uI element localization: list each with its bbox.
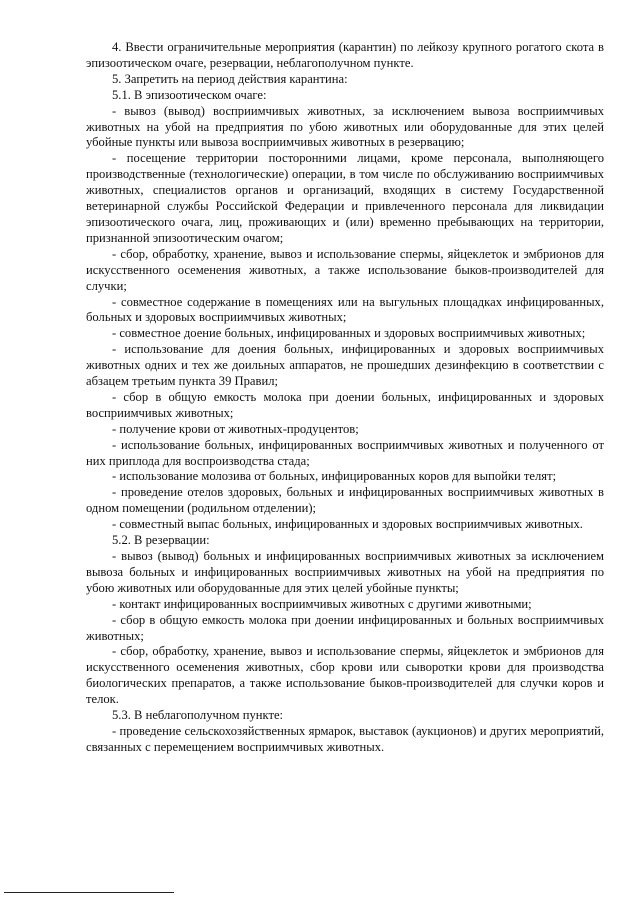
list-item: - использование для доения больных, инфицированных и здоровых восприимчивых животных одних и тех же доильных аппаратов, не прошедших дезинфекцию в соответствии с абзацем третьим пункта 39 Правил;: [86, 342, 604, 389]
list-item: - посещение территории посторонними лицами, кроме персонала, выполняющего производственные (технологические) операции, в том числе по обслуживанию восприимчивых животных, специалистов органов и организаций, входящих в систему Государственной ветеринарной службы Российской Федерации и привлеченного персонала для ликвидации эпизоотического очага, лиц, проживающих и (или) временно пребывающих на территории, признанной эпизоотическим очагом;: [86, 151, 604, 245]
paragraph-4-quarantine: 4. Ввести ограничительные мероприятия (карантин) по лейкозу крупного рогатого скота в эпизоотическом очаге, резервации, неблагополучном пункте.: [86, 40, 604, 70]
list-item: - вывоз (вывод) больных и инфицированных восприимчивых животных за исключением вывоза больных и инфицированных восприимчивых животных на убой на предприятия по убою животных или оборудованные для этих целей убойные пункты;: [86, 549, 604, 595]
paragraph-5-prohibitions: 5. Запретить на период действия карантина:: [112, 71, 348, 86]
list-item: - вывоз (вывод) восприимчивых животных, за исключением вывоза восприимчивых животных на убой на предприятия по убою животных или оборудованные для этих целей убойные пункты или вывоза восприимчивых животных в резервацию;: [86, 103, 604, 150]
list-item: - сбор в общую емкость молока при доении инфицированных и больных восприимчивых животных;: [86, 612, 604, 643]
list-item: - совместное содержание в помещениях или на выгульных площадках инфицированных, больных и здоровых восприимчивых животных;: [86, 294, 604, 325]
section-5-1-heading: 5.1. В эпизоотическом очаге:: [112, 87, 267, 102]
list-item: - получение крови от животных-продуцентов;: [112, 421, 359, 436]
list-item: - совместное доение больных, инфицированных и здоровых восприимчивых животных;: [112, 326, 586, 341]
list-item: - контакт инфицированных восприимчивых животных с другими животными;: [112, 596, 532, 611]
list-item: - сбор в общую емкость молока при доении больных, инфицированных и здоровых восприимчивых животных;: [86, 389, 604, 420]
list-item: - сбор, обработку, хранение, вывоз и использование спермы, яйцеклеток и эмбрионов для искусственного осеменения животных, сбор крови или сыворотки крови для производства биологических препаратов, а также использование быков-производителей для случки коров и телок.: [86, 644, 604, 707]
list-item: - проведение сельскохозяйственных ярмарок, выставок (аукционов) и других мероприятий, связанных с перемещением восприимчивых животных.: [86, 723, 604, 754]
list-item: - проведение отелов здоровых, больных и инфицированных восприимчивых животных в одном помещении (родильном отделении);: [86, 485, 604, 516]
list-item: - сбор, обработку, хранение, вывоз и использование спермы, яйцеклеток и эмбрионов для искусственного осеменения животных, а также использование быков-производителей для случки;: [86, 246, 604, 293]
list-item: - использование молозива от больных, инфицированных коров для выпойки телят;: [112, 469, 557, 484]
footer-divider: [4, 892, 174, 893]
section-5-3-heading: 5.3. В неблагополучном пункте:: [112, 708, 284, 723]
section-5-2-heading: 5.2. В резервации:: [112, 533, 210, 548]
list-item: - совместный выпас больных, инфицированных и здоровых восприимчивых животных.: [112, 517, 583, 532]
list-item: - использование больных, инфицированных восприимчивых животных и полученного от них приплода для воспроизводства стада;: [86, 437, 604, 468]
document-body: [86, 40, 604, 756]
